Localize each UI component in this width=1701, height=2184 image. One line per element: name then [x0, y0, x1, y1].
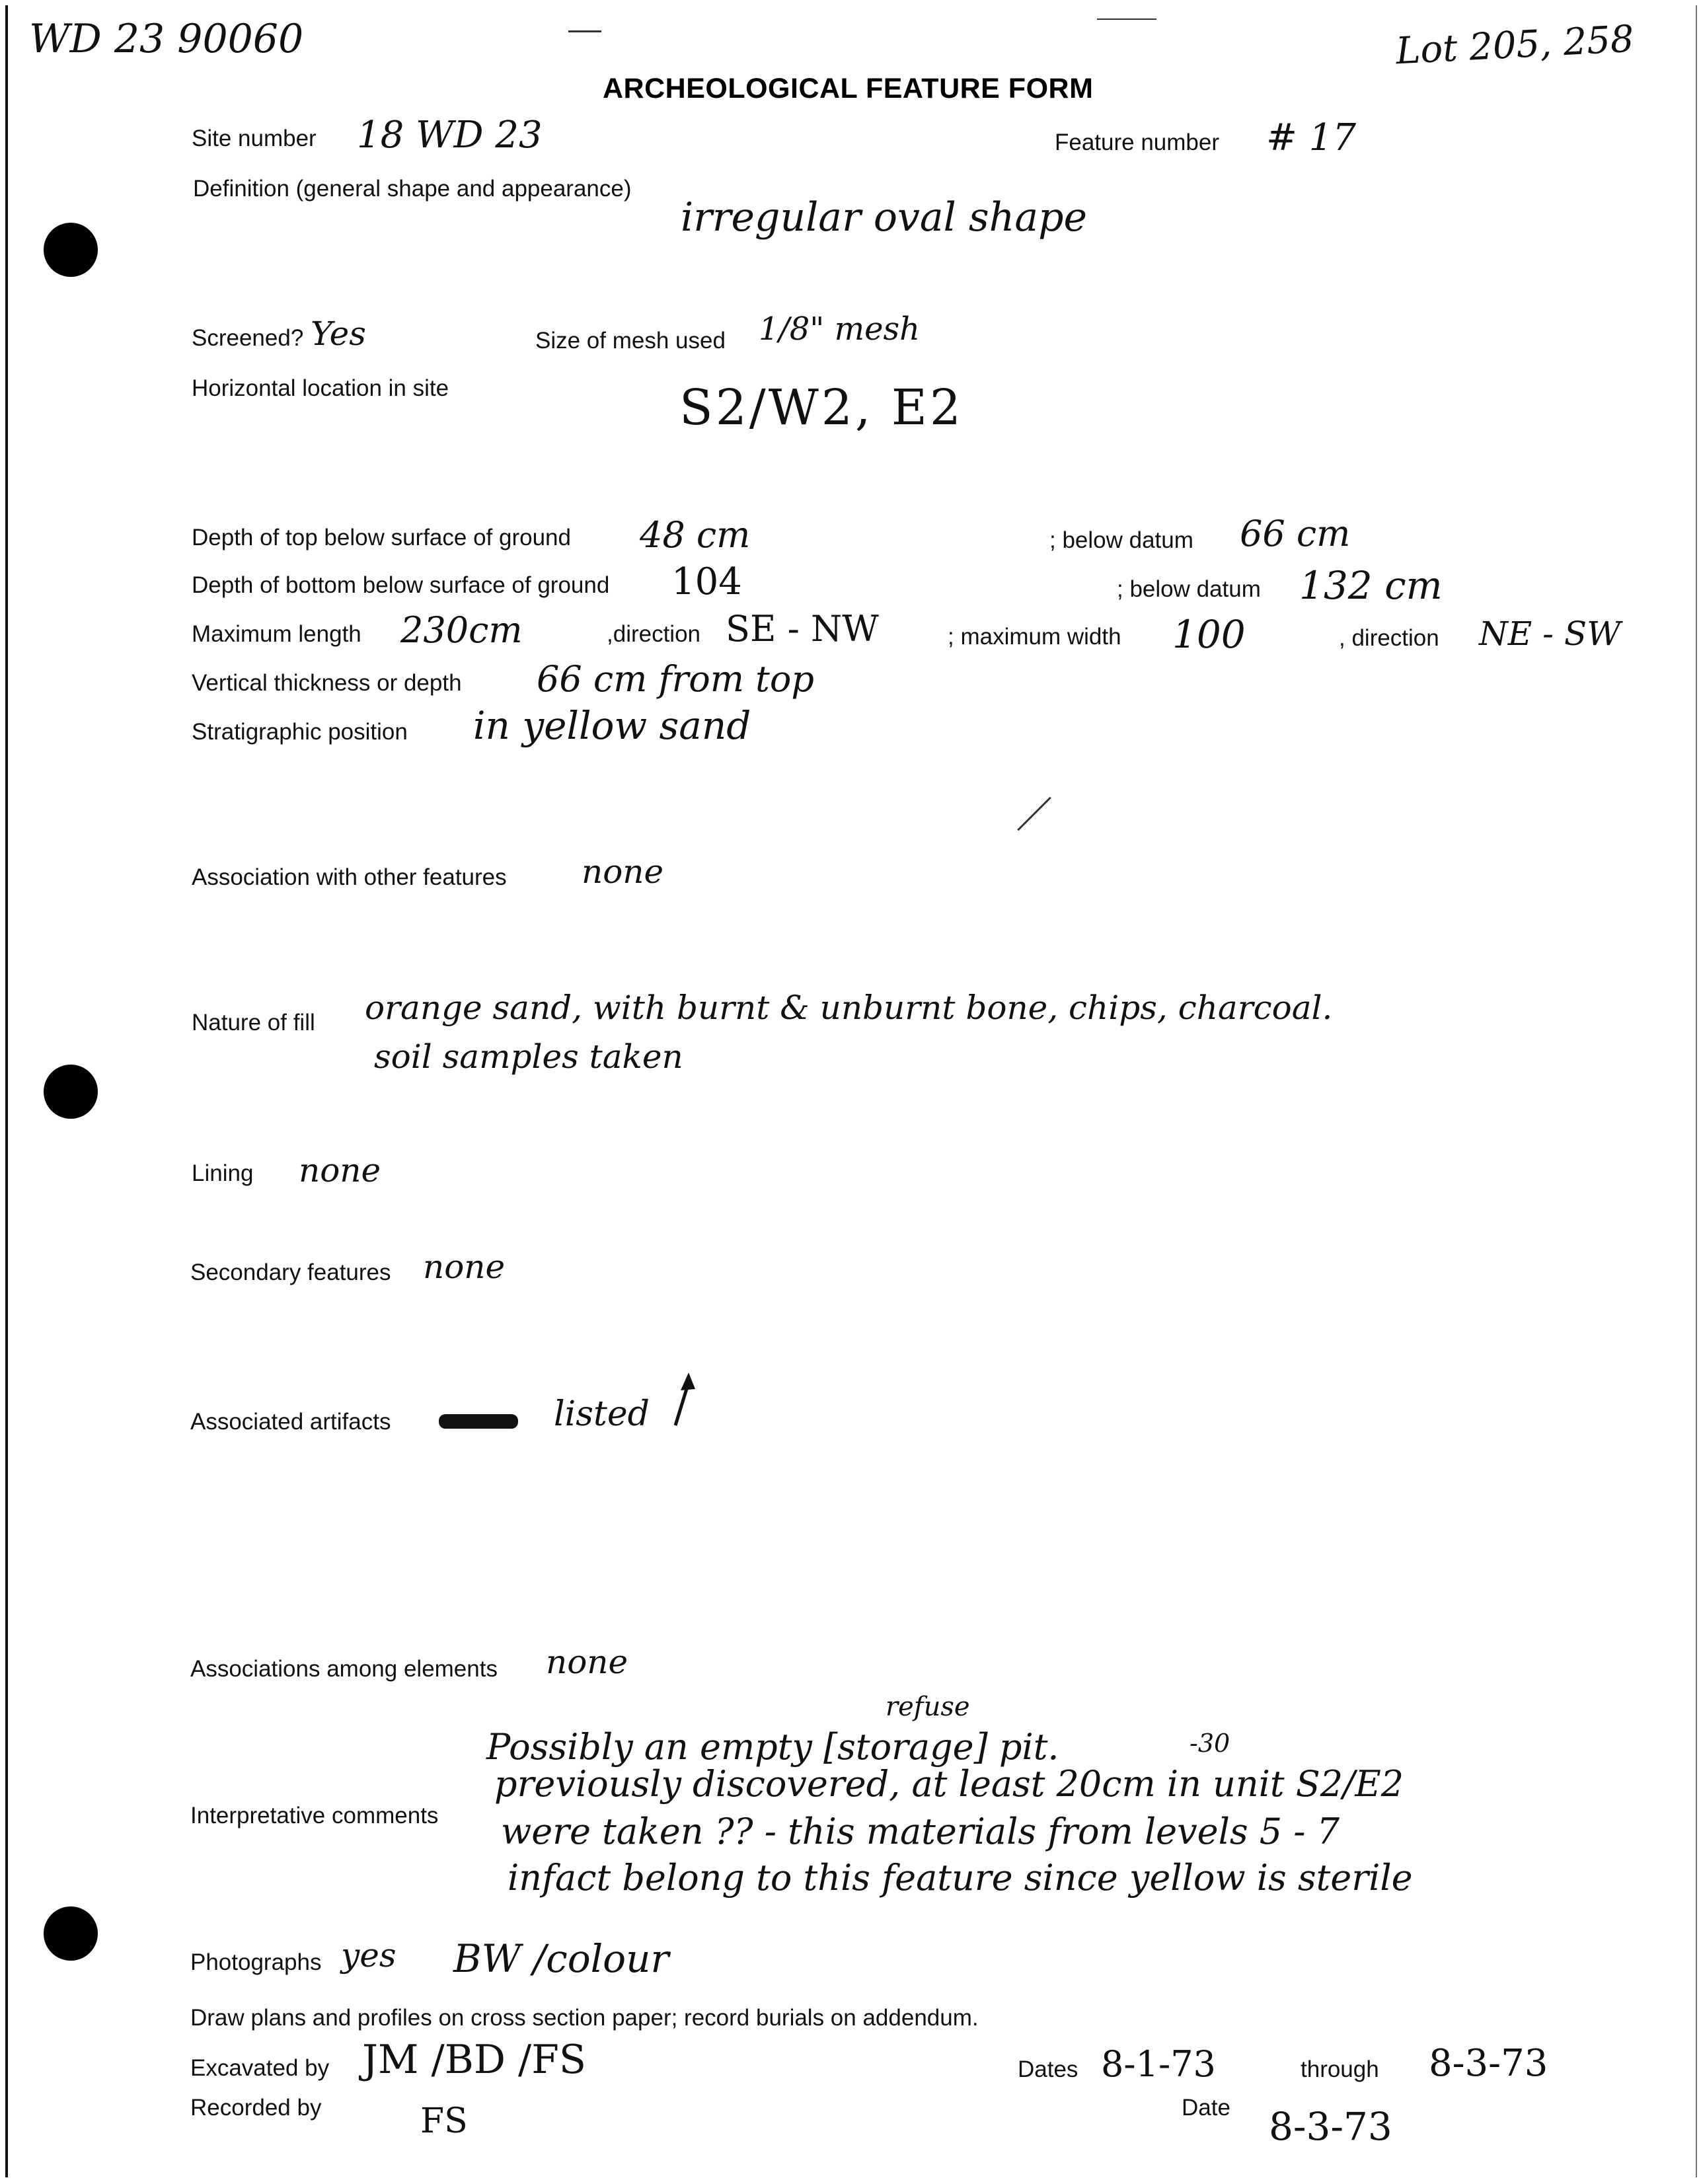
recorded-by-label: Recorded by	[190, 2095, 322, 2121]
max-length-label: Maximum length	[192, 621, 361, 647]
site-number-value: 18 WD 23	[357, 114, 543, 157]
max-length-value: 230cm	[400, 609, 523, 651]
definition-value: irregular oval shape	[681, 194, 1087, 241]
screened-value: Yes	[311, 315, 366, 353]
dates-to: 8-3-73	[1429, 2042, 1548, 2085]
site-number-label: Site number	[192, 126, 317, 151]
arrow-up-icon	[669, 1369, 702, 1429]
associations-among-label: Associations among elements	[190, 1656, 498, 1682]
stratigraphic-position-value: in yellow sand	[473, 703, 751, 748]
vertical-thickness-value: 66 cm from top	[537, 658, 814, 700]
dates-from: 8-1-73	[1101, 2043, 1216, 2085]
max-width-value: 100	[1172, 612, 1246, 657]
max-width-direction-label: , direction	[1339, 625, 1439, 651]
recorded-by-value: FS	[420, 2101, 468, 2141]
depth-top-value: 48 cm	[640, 514, 751, 556]
associations-among-value: none	[546, 1643, 628, 1681]
stray-mark	[568, 30, 601, 32]
lining-value: none	[299, 1151, 381, 1189]
comments-insert-depth: -30	[1190, 1729, 1230, 1758]
top-right-lot: Lot 205, 258	[1394, 17, 1636, 73]
nature-of-fill-value-line1: orange sand, with burnt & unburnt bone, chips, charcoal.	[365, 989, 1333, 1027]
max-width-direction-value: NE - SW	[1479, 615, 1621, 653]
stratigraphic-position-label: Stratigraphic position	[192, 719, 408, 745]
comments-line-4: infact belong to this feature since yellow is sterile	[508, 1857, 1413, 1899]
depth-bottom-datum-label: ; below datum	[1117, 576, 1261, 602]
punch-hole-bottom	[44, 1906, 98, 1961]
feature-number-value: # 17	[1266, 116, 1356, 159]
comments-line-1: Possibly an empty [storage] pit.	[486, 1726, 1059, 1768]
comments-insert-refuse: refuse	[886, 1692, 970, 1722]
photographs-label: Photographs	[190, 1949, 322, 1975]
association-other-value: none	[582, 852, 664, 891]
dates-label: Dates	[1018, 2056, 1078, 2082]
nature-of-fill-label: Nature of fill	[192, 1010, 315, 1036]
max-length-direction-value: SE - NW	[726, 608, 879, 650]
max-width-label: ; maximum width	[948, 624, 1121, 650]
stray-mark	[1097, 19, 1156, 20]
horizontal-location-label: Horizontal location in site	[192, 375, 449, 401]
instructions-text: Draw plans and profiles on cross section paper; record burials on addendum.	[190, 2005, 979, 2031]
comments-line-2: previously discovered, at least 20cm in unit S2/E2	[494, 1763, 1404, 1805]
associated-artifacts-value: listed	[554, 1394, 650, 1434]
max-length-direction-label: ,direction	[607, 621, 701, 647]
depth-top-datum-value: 66 cm	[1240, 513, 1351, 554]
horizontal-location-value: S2/W2, E2	[679, 379, 964, 436]
excavated-by-label: Excavated by	[190, 2055, 330, 2081]
recorded-date-value: 8-3-73	[1269, 2104, 1392, 2149]
feature-number-label: Feature number	[1055, 130, 1220, 155]
form-title: ARCHEOLOGICAL FEATURE FORM	[603, 73, 1094, 104]
interpretative-comments-label: Interpretative comments	[190, 1803, 439, 1828]
top-left-code: WD 23 90060	[29, 16, 304, 62]
recorded-date-label: Date	[1182, 2095, 1230, 2121]
dates-through-label: through	[1301, 2056, 1379, 2082]
depth-bottom-datum-value: 132 cm	[1299, 563, 1443, 608]
definition-label: Definition (general shape and appearance)	[193, 176, 632, 202]
scribble-mark	[439, 1414, 518, 1429]
depth-bottom-value: 104	[671, 560, 742, 603]
punch-hole-middle	[44, 1065, 98, 1119]
vertical-thickness-label: Vertical thickness or depth	[192, 670, 462, 696]
associated-artifacts-label: Associated artifacts	[190, 1409, 391, 1435]
excavated-by-value: JM /BD /FS	[362, 2037, 586, 2083]
association-other-label: Association with other features	[192, 864, 507, 890]
depth-top-label: Depth of top below surface of ground	[192, 525, 571, 550]
mesh-size-value: 1/8" mesh	[759, 311, 921, 348]
depth-top-datum-label: ; below datum	[1049, 527, 1193, 553]
secondary-features-label: Secondary features	[190, 1260, 391, 1285]
secondary-features-value: none	[423, 1248, 506, 1286]
screened-label: Screened?	[192, 325, 304, 351]
nature-of-fill-value-line2: soil samples taken	[374, 1037, 683, 1076]
punch-hole-top	[44, 223, 98, 277]
photographs-type: BW /colour	[453, 1936, 669, 1981]
photographs-value: yes	[341, 1936, 397, 1975]
mesh-size-label: Size of mesh used	[535, 328, 726, 354]
comments-line-3: were taken ?? - this materials from levels 5 - 7	[501, 1811, 1340, 1852]
lining-label: Lining	[192, 1160, 254, 1186]
depth-bottom-label: Depth of bottom below surface of ground	[192, 572, 610, 598]
